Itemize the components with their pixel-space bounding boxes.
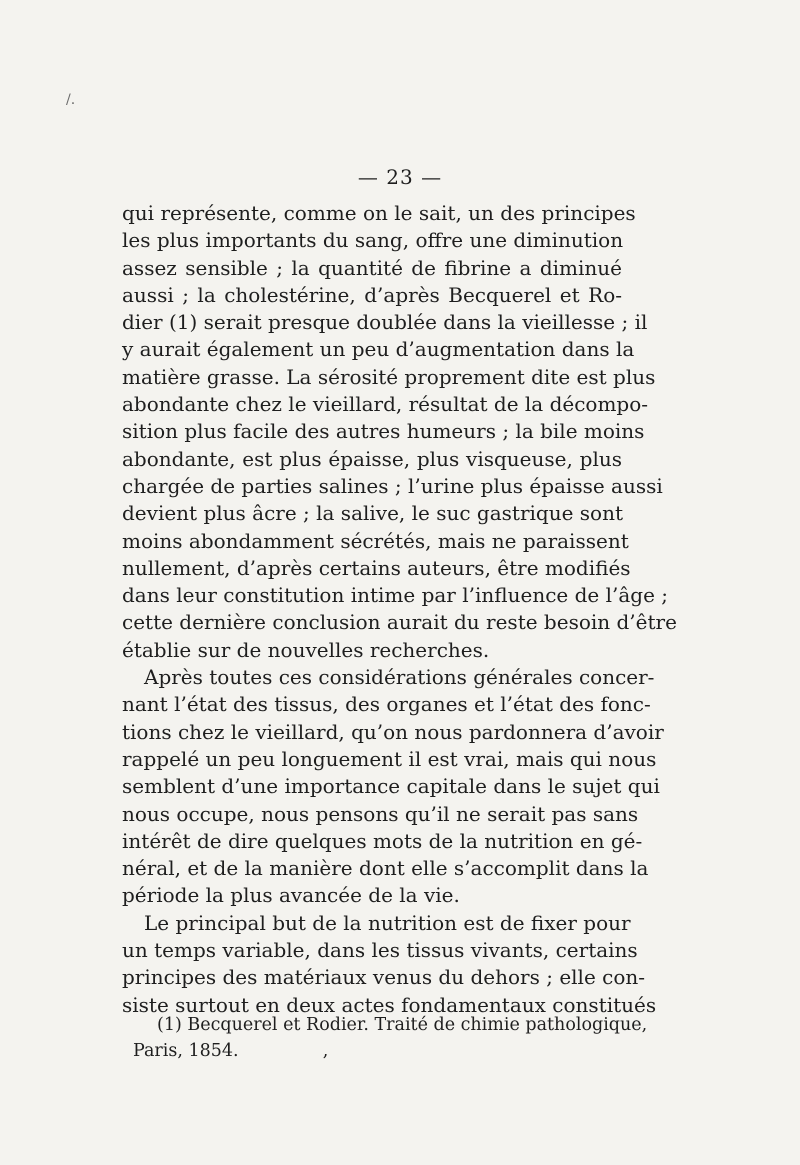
text-line: un temps variable, dans les tissus vivants, certains [122, 938, 638, 963]
footnote [133, 1012, 648, 1064]
footnote-mark: ‚ [322, 1041, 329, 1061]
text-line: période la plus avancée de la vie. [122, 883, 460, 908]
text-line: abondante, est plus épaisse, plus visqueuse, plus [122, 446, 622, 471]
text-line: semblent d’une importance capitale dans le sujet qui [122, 774, 660, 799]
footnote-place-date: Paris, 1854. [133, 1041, 239, 1061]
text-line: nous occupe, nous pensons qu’il ne serait pas sans [122, 801, 639, 826]
text-line: moins abondamment sécrétés, mais ne paraissent [122, 528, 629, 553]
text-line: établie sur de nouvelles recherches. [122, 637, 490, 662]
text-line: nant l’état des tissus, des organes et l’état des fonc- [122, 692, 651, 717]
text-line: dier (1) serait presque doublée dans la vieillesse ; il [122, 310, 648, 335]
text-line: cette dernière conclusion aurait du reste besoin d’être [122, 610, 677, 635]
text-line: les plus importants du sang, offre une diminution [122, 228, 624, 253]
footnote-line: (1) Becquerel et Rodier. Traité de chimie pathologique, [157, 1015, 648, 1035]
margin-mark: /. [66, 92, 76, 108]
text-line: dans leur constitution intime par l’influence de l’âge ; [122, 583, 668, 608]
text-line: y aurait également un peu d’augmentation dans la [122, 337, 635, 362]
text-line: siste surtout en deux actes fondamentaux constitués [122, 992, 657, 1017]
text-line: matière grasse. La sérosité proprement dite est plus [122, 364, 656, 389]
text-line: chargée de parties salines ; l’urine plus épaisse aussi [122, 473, 663, 498]
footnote-line [133, 1038, 621, 1064]
text-line: principes des matériaux venus du dehors ; elle con- [122, 965, 646, 990]
text-line: nullement, d’après certains auteurs, être modifiés [122, 555, 631, 580]
text-line: rappelé un peu longuement il est vrai, mais qui nous [122, 746, 657, 771]
text-line: sition plus facile des autres humeurs ; la bile moins [122, 419, 645, 444]
text-line: abondante chez le vieillard, résultat de la décompo- [122, 392, 649, 417]
text-line: intérêt de dire quelques mots de la nutrition en gé- [122, 828, 643, 853]
paragraph-start: Après toutes ces considérations générales concer- [144, 665, 655, 690]
text-line: qui représente, comme on le sait, un des principes [122, 201, 636, 225]
text-line: tions chez le vieillard, qu’on nous pardonnera d’avoir [122, 719, 664, 744]
page-number: — 23 — [357, 165, 443, 189]
paragraph-start: Le principal but de la nutrition est de fixer pour [144, 910, 631, 935]
text-line: assez sensible ; la quantité de fibrine a diminué [122, 255, 622, 280]
text-line: aussi ; la cholestérine, d’après Becquerel et Ro- [122, 282, 622, 307]
body-text [122, 200, 677, 1019]
text-line: néral, et de la manière dont elle s’accomplit dans la [122, 856, 649, 881]
text-line: devient plus âcre ; la salive, le suc gastrique sont [122, 501, 624, 526]
